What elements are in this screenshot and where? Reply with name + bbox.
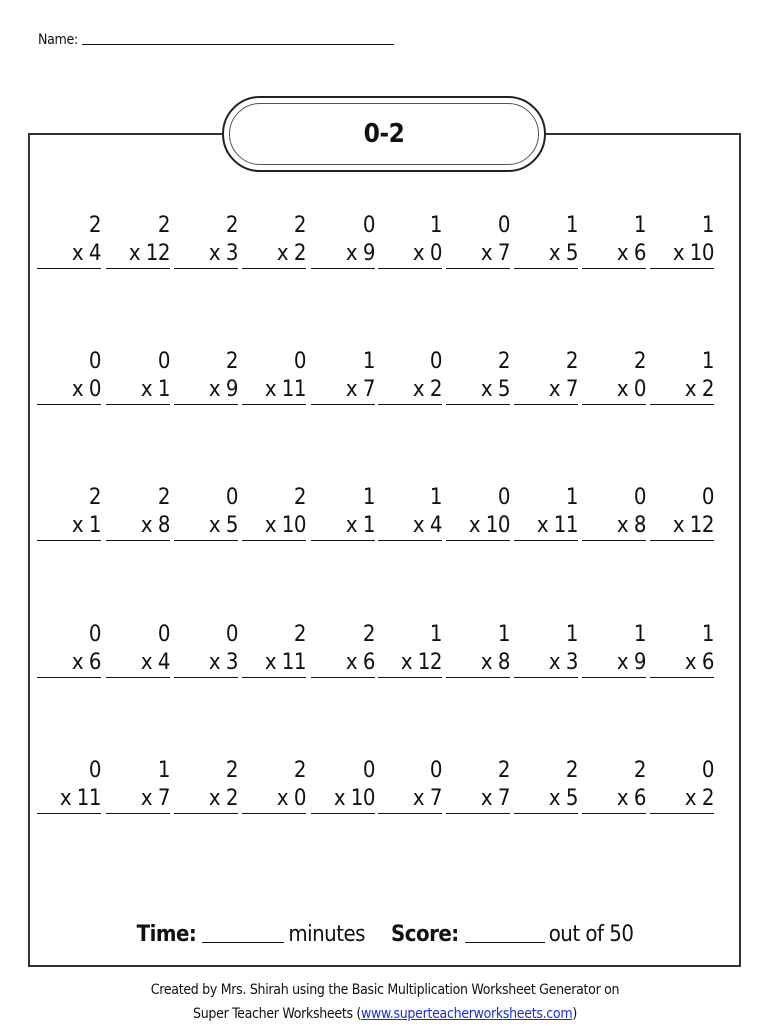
multiplication-problem [110, 348, 170, 408]
multiplication-problem [110, 484, 170, 544]
multiplication-problem [315, 484, 375, 544]
multiplicand: 0 [157, 349, 170, 374]
multiplicand: 0 [293, 349, 306, 374]
credit [0, 978, 770, 1026]
multiplier: x 7 [378, 785, 442, 814]
multiplication-problem [450, 348, 510, 408]
multiplicand: 2 [88, 485, 101, 510]
multiplier: x 6 [650, 649, 714, 678]
multiplication-problem [110, 621, 170, 681]
multiplicand: 2 [633, 349, 646, 374]
multiplicand: 2 [88, 213, 101, 238]
multiplicand: 1 [497, 622, 510, 647]
multiplicand: 2 [362, 622, 375, 647]
multiplier: x 2 [650, 376, 714, 405]
multiplier: x 9 [582, 649, 646, 678]
multiplicand: 1 [565, 213, 578, 238]
multiplication-problem [315, 212, 375, 272]
name-row [38, 32, 394, 48]
minutes-label: minutes [288, 922, 365, 947]
multiplication-problem [586, 212, 646, 272]
multiplier: x 7 [311, 376, 375, 405]
multiplicand: 1 [633, 213, 646, 238]
multiplier: x 11 [242, 649, 306, 678]
multiplication-problem [41, 621, 101, 681]
multiplier: x 4 [37, 240, 101, 269]
multiplication-problem [315, 621, 375, 681]
multiplier: x 0 [582, 376, 646, 405]
multiplier: x 0 [378, 240, 442, 269]
multiplicand: 0 [88, 758, 101, 783]
problem-row [0, 757, 770, 817]
multiplier: x 0 [37, 376, 101, 405]
multiplicand: 0 [362, 758, 375, 783]
multiplier: x 8 [582, 512, 646, 541]
multiplier: x 6 [582, 240, 646, 269]
credit-prefix: Super Teacher Worksheets ( [193, 1006, 362, 1022]
multiplication-problem [382, 212, 442, 272]
multiplication-problem [654, 212, 714, 272]
footer-row [0, 922, 770, 947]
multiplier: x 8 [106, 512, 170, 541]
multiplication-problem [41, 348, 101, 408]
multiplier: x 11 [514, 512, 578, 541]
multiplicand: 1 [701, 622, 714, 647]
multiplier: x 5 [174, 512, 238, 541]
multiplicand: 0 [497, 485, 510, 510]
multiplication-problem [246, 757, 306, 817]
multiplier: x 5 [514, 240, 578, 269]
multiplication-problem [518, 484, 578, 544]
multiplicand: 1 [429, 622, 442, 647]
multiplicand: 0 [429, 758, 442, 783]
multiplication-problem [246, 621, 306, 681]
multiplication-problem [178, 621, 238, 681]
multiplier: x 1 [37, 512, 101, 541]
multiplication-problem [450, 212, 510, 272]
multiplicand: 2 [157, 485, 170, 510]
multiplicand: 1 [701, 213, 714, 238]
multiplicand: 0 [633, 485, 646, 510]
multiplicand: 2 [293, 622, 306, 647]
multiplier: x 11 [242, 376, 306, 405]
multiplier: x 7 [514, 376, 578, 405]
multiplier: x 2 [650, 785, 714, 814]
multiplicand: 2 [225, 758, 238, 783]
multiplication-problem [518, 621, 578, 681]
multiplicand: 0 [225, 622, 238, 647]
multiplicand: 2 [293, 758, 306, 783]
multiplier: x 5 [514, 785, 578, 814]
multiplication-problem [586, 757, 646, 817]
multiplicand: 0 [88, 349, 101, 374]
multiplicand: 2 [497, 349, 510, 374]
multiplication-problem [586, 484, 646, 544]
multiplicand: 0 [157, 622, 170, 647]
multiplicand: 2 [225, 213, 238, 238]
multiplier: x 6 [582, 785, 646, 814]
multiplier: x 1 [106, 376, 170, 405]
multiplier: x 12 [378, 649, 442, 678]
multiplicand: 0 [701, 485, 714, 510]
multiplication-problem [382, 484, 442, 544]
multiplication-problem [246, 348, 306, 408]
multiplicand: 0 [429, 349, 442, 374]
multiplication-problem [41, 757, 101, 817]
multiplicand: 1 [362, 349, 375, 374]
problem-row [0, 348, 770, 408]
worksheet-title: 0-2 [363, 119, 405, 149]
multiplier: x 4 [106, 649, 170, 678]
multiplication-problem [178, 757, 238, 817]
multiplication-problem [586, 348, 646, 408]
multiplication-problem [246, 212, 306, 272]
name-label: Name: [38, 32, 78, 48]
multiplier: x 6 [311, 649, 375, 678]
multiplier: x 9 [311, 240, 375, 269]
multiplicand: 0 [88, 622, 101, 647]
multiplier: x 5 [446, 376, 510, 405]
multiplier: x 9 [174, 376, 238, 405]
multiplier: x 6 [37, 649, 101, 678]
multiplier: x 12 [106, 240, 170, 269]
score-blank[interactable] [465, 942, 545, 943]
multiplicand: 0 [362, 213, 375, 238]
multiplication-problem [178, 348, 238, 408]
time-blank[interactable] [202, 942, 284, 943]
problem-row [0, 484, 770, 544]
multiplier: x 2 [378, 376, 442, 405]
multiplication-problem [382, 348, 442, 408]
out-of-label: out of 50 [548, 922, 634, 947]
multiplier: x 2 [242, 240, 306, 269]
multiplication-problem [246, 484, 306, 544]
multiplication-problem [178, 212, 238, 272]
credit-link[interactable]: www.superteacherworksheets.com [361, 1006, 573, 1022]
multiplication-problem [450, 757, 510, 817]
multiplicand: 2 [497, 758, 510, 783]
multiplicand: 1 [565, 622, 578, 647]
multiplicand: 0 [701, 758, 714, 783]
multiplication-problem [518, 757, 578, 817]
multiplicand: 1 [157, 758, 170, 783]
name-blank-line[interactable] [82, 44, 394, 45]
title-pill [222, 96, 546, 172]
multiplication-problem [654, 757, 714, 817]
multiplication-problem [41, 484, 101, 544]
multiplication-problem [178, 484, 238, 544]
multiplication-problem [41, 212, 101, 272]
multiplier: x 3 [174, 240, 238, 269]
multiplicand: 0 [497, 213, 510, 238]
multiplication-problem [654, 621, 714, 681]
multiplicand: 1 [429, 213, 442, 238]
multiplier: x 7 [106, 785, 170, 814]
multiplicand: 2 [565, 758, 578, 783]
multiplicand: 0 [225, 485, 238, 510]
multiplication-problem [450, 621, 510, 681]
multiplier: x 10 [650, 240, 714, 269]
multiplier: x 7 [446, 240, 510, 269]
multiplicand: 1 [565, 485, 578, 510]
multiplier: x 10 [242, 512, 306, 541]
multiplier: x 10 [311, 785, 375, 814]
multiplicand: 1 [429, 485, 442, 510]
multiplier: x 3 [514, 649, 578, 678]
multiplicand: 2 [293, 485, 306, 510]
multiplier: x 2 [174, 785, 238, 814]
credit-suffix: ) [572, 1006, 577, 1022]
multiplier: x 12 [650, 512, 714, 541]
multiplication-problem [110, 757, 170, 817]
multiplication-problem [450, 484, 510, 544]
multiplication-problem [382, 621, 442, 681]
time-label: Time: [136, 922, 197, 947]
multiplication-problem [586, 621, 646, 681]
multiplicand: 1 [362, 485, 375, 510]
credit-line-2 [0, 1002, 770, 1026]
multiplicand: 2 [157, 213, 170, 238]
multiplication-problem [654, 484, 714, 544]
multiplicand: 1 [701, 349, 714, 374]
credit-line-1: Created by Mrs. Shirah using the Basic Multiplication Worksheet Generator on [150, 982, 620, 998]
multiplier: x 8 [446, 649, 510, 678]
multiplier: x 11 [37, 785, 101, 814]
multiplier: x 7 [446, 785, 510, 814]
multiplier: x 1 [311, 512, 375, 541]
multiplier: x 10 [446, 512, 510, 541]
multiplier: x 0 [242, 785, 306, 814]
multiplication-problem [315, 348, 375, 408]
multiplicand: 2 [293, 213, 306, 238]
score-label: Score: [390, 922, 459, 947]
problem-row [0, 621, 770, 681]
multiplicand: 2 [633, 758, 646, 783]
multiplication-problem [518, 212, 578, 272]
multiplicand: 1 [633, 622, 646, 647]
multiplication-problem [110, 212, 170, 272]
multiplication-problem [315, 757, 375, 817]
multiplier: x 4 [378, 512, 442, 541]
multiplication-problem [382, 757, 442, 817]
multiplication-problem [518, 348, 578, 408]
multiplication-problem [654, 348, 714, 408]
multiplier: x 3 [174, 649, 238, 678]
multiplicand: 2 [565, 349, 578, 374]
multiplicand: 2 [225, 349, 238, 374]
problem-row [0, 212, 770, 272]
